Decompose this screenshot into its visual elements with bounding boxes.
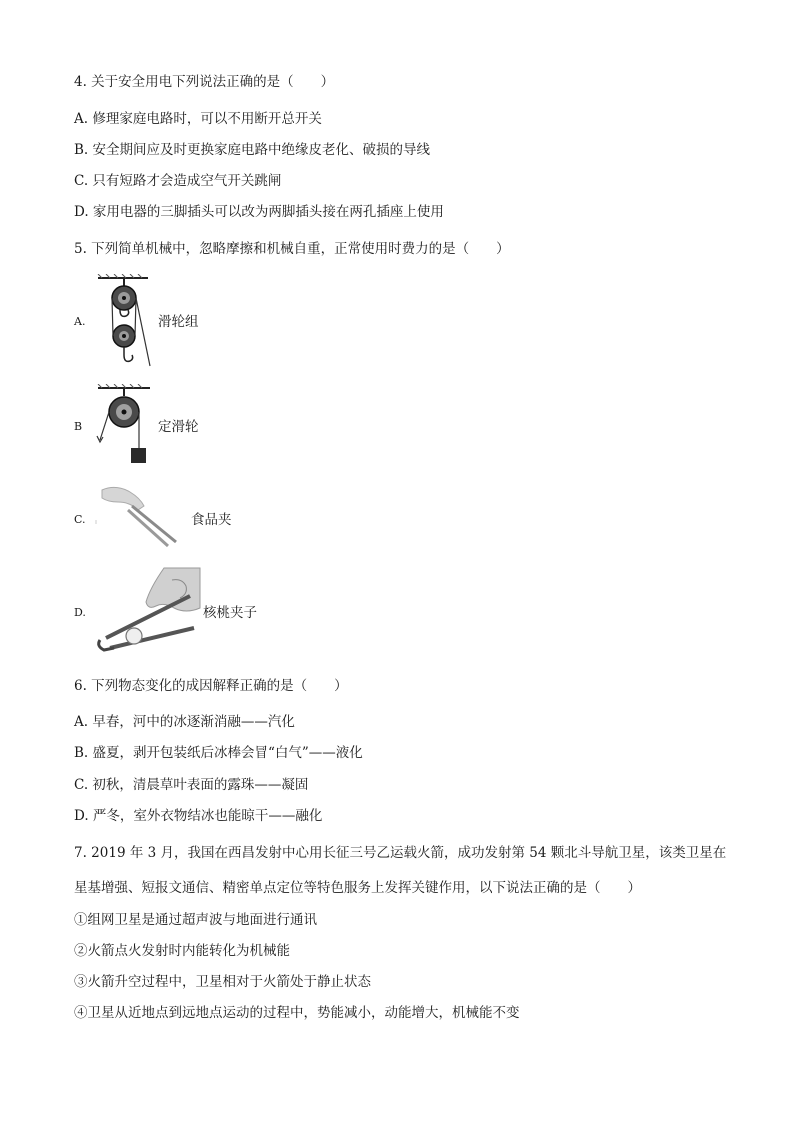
q5-option-d-caption: 核桃夹子 [203,605,257,621]
q5-option-c-caption: 食品夹 [191,512,232,528]
q7-statement-4: ④卫星从近地点到远地点运动的过程中，势能减小，动能增大，机械能不变 [74,1005,520,1021]
q7-statement-3: ③火箭升空过程中，卫星相对于火箭处于静止状态 [74,974,371,990]
q4-option-b: B. 安全期间应及时更换家庭电路中绝缘皮老化、破损的导线 [74,142,431,158]
q7-stem-line2: 星基增强、短报文通信、精密单点定位等特色服务上发挥关键作用，以下说法正确的是（ ） [74,880,641,896]
q4-stem: 4. 关于安全用电下列说法正确的是（ ） [74,74,335,90]
nutcracker-icon [94,566,202,654]
q4-option-d: D. 家用电器的三脚插头可以改为两脚插头接在两孔插座上使用 [74,204,444,220]
q5-option-a-label: A. [74,315,86,328]
q6-stem: 6. 下列物态变化的成因解释正确的是（ ） [74,678,348,694]
q4-option-c: C. 只有短路才会造成空气开关跳闸 [74,173,282,189]
q6-option-d: D. 严冬，室外衣物结冰也能晾干——融化 [74,808,323,824]
q7-stem-line1: 7. 2019 年 3 月，我国在西昌发射中心用长征三号乙运载火箭，成功发射第 54 颗北斗导航卫星，该类卫星在 [74,845,727,861]
q4-option-a: A. 修理家庭电路时，可以不用断开总开关 [74,111,322,127]
fixed-pulley-icon [94,384,154,468]
q7-statement-1: ①组网卫星是通过超声波与地面进行通讯 [74,912,317,928]
pulley-block-icon [96,274,156,370]
q6-option-c: C. 初秋，清晨草叶表面的露珠——凝固 [74,777,309,793]
q5-option-c-label: C. [74,513,86,526]
q5-option-b-caption: 定滑轮 [158,419,199,435]
q5-option-d-label: D. [74,606,86,619]
food-tongs-icon [92,484,182,550]
q6-option-a: A. 早春，河中的冰逐渐消融——汽化 [74,714,295,730]
q7-statement-2: ②火箭点火发射时内能转化为机械能 [74,943,290,959]
q5-option-b-label: B [74,420,83,433]
q5-stem: 5. 下列简单机械中，忽略摩擦和机械自重，正常使用时费力的是（ ） [74,241,510,257]
q5-option-a-caption: 滑轮组 [158,314,199,330]
q6-option-b: B. 盛夏，剥开包装纸后冰棒会冒“白气”——液化 [74,745,363,761]
